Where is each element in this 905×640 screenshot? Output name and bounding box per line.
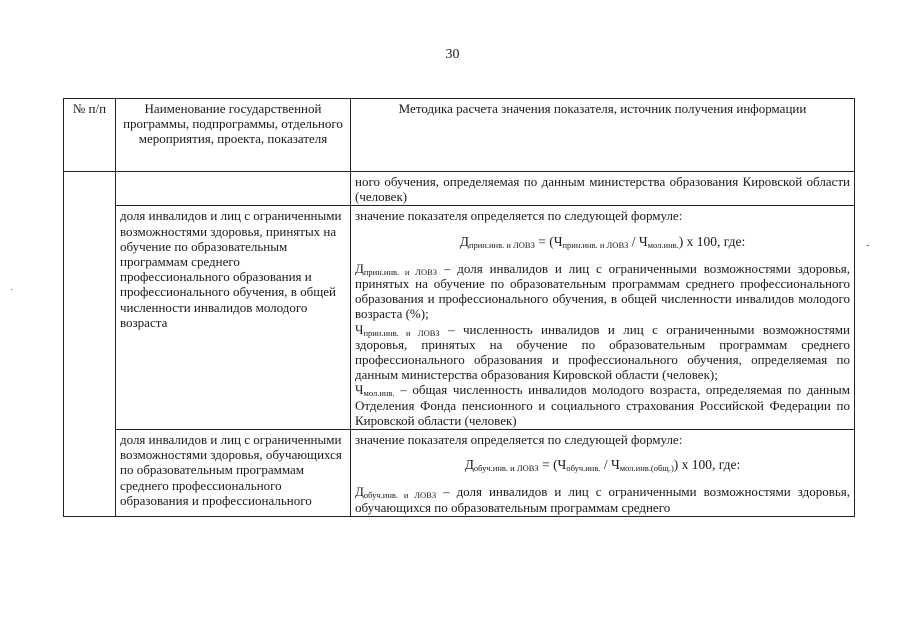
definition: $Ч_{прин.инв. и ЛОВЗ}$ – численность инвалидов и лиц с ограниченными возможностями здоровья, принятых на обучение по образовательным программам среднего профессионального образования и профессионального обучения, определяемая по данным министерства образования Кировской области (человек); (355, 321, 850, 383)
cell-method (351, 430, 855, 517)
header-number: № п/п (64, 99, 116, 172)
formula: $Д_{прин.инв. и ЛОВЗ} = (Ч_{прин.инв. и ЛОВЗ} / Ч_{мол.инв.})$ x 100, где: (459, 233, 746, 250)
formula: $Д_{обуч.инв. и ЛОВЗ} = (Ч_{обуч.инв.} / Ч_{мол.инв.(общ.)})$ x 100, где: (464, 457, 741, 474)
table-row (64, 430, 855, 517)
page-number: 30 (445, 47, 460, 62)
cell-indicator-name: доля инвалидов и лиц с ограниченными возможностями здоровья, принятых на обучение по образовательным программам среднего профессионального образования и профессионального обучения, в общей численности инвалидов молодого возраста (116, 206, 351, 430)
indicator-table (63, 98, 855, 517)
scan-mark: - (866, 240, 870, 251)
formula-intro: значение показателя определяется по следующей формуле: (355, 432, 683, 448)
definition: $Д_{обуч.инв. и ЛОВЗ}$ – доля инвалидов и лиц с ограниченными возможностями здоровья, обучающихся по образовательным программам среднего (355, 484, 850, 515)
scan-mark: · (10, 285, 14, 296)
cell-number-empty (64, 172, 116, 517)
table-row-continuation (64, 172, 855, 206)
cell-indicator-name: доля инвалидов и лиц с ограниченными возможностями здоровья, обучающихся по образовательным программам среднего профессионального образования и профессионального (116, 430, 351, 517)
table-header-row (64, 99, 855, 172)
table-row (64, 206, 855, 430)
cell-method-continuation: ного обучения, определяемая по данным министерства образования Кировской области (человек) (351, 172, 855, 206)
header-method: Методика расчета значения показателя, источник получения информации (351, 99, 855, 172)
definition: $Ч_{мол.инв.}$ – общая численность инвалидов молодого возраста, определяемая по данным Отделения Фонда пенсионного и социального страхования Российской Федерации по Кировской области (человек) (355, 382, 850, 428)
cell-method (351, 206, 855, 430)
definition: $Д_{прин.инв. и ЛОВЗ}$ – доля инвалидов и лиц с ограниченными возможностями здоровья, принятых на обучение по образовательным программам среднего профессионального образования и профессионального обучения, в общей численности инвалидов молодого возраста (%); (355, 260, 851, 322)
formula-intro: значение показателя определяется по следующей формуле: (355, 208, 683, 224)
header-name: Наименование государственной программы, подпрограммы, отдельного мероприятия, проекта, показателя (116, 99, 351, 172)
cell-name-continuation (116, 172, 351, 206)
